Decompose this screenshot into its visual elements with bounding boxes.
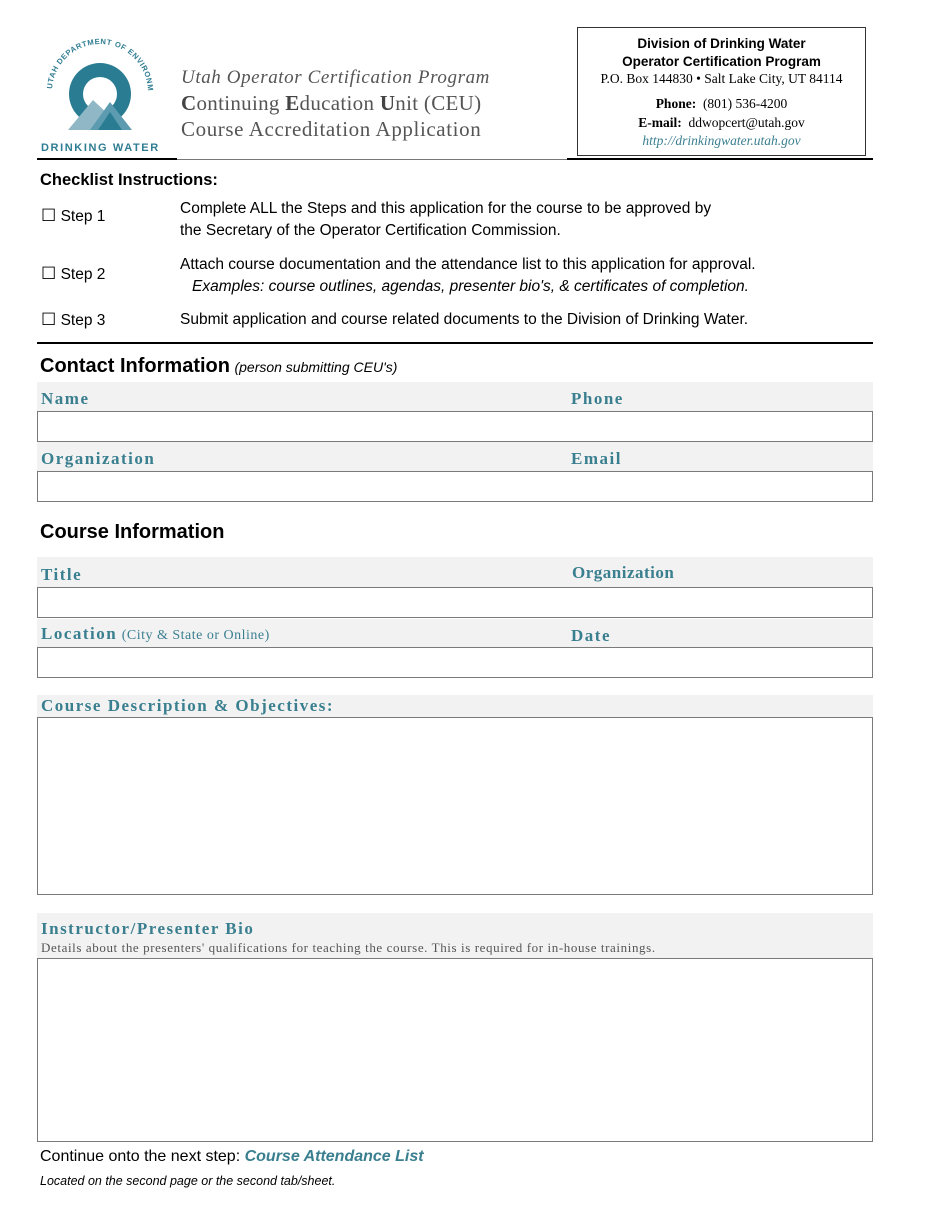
step-1-text — [180, 198, 711, 242]
contact-info-note: (person submitting CEU's) — [234, 359, 398, 375]
deq-logo-emblem — [38, 38, 162, 138]
title-organization-label-bar — [37, 557, 873, 587]
bio-label: Instructor/Presenter Bio — [41, 919, 255, 938]
description-textarea[interactable] — [37, 717, 873, 895]
date-label: Date — [571, 626, 611, 645]
program-name: Utah Operator Certification Program — [181, 67, 490, 88]
logo-ring-text: UTAH DEPARTMENT OF ENVIRONM — [45, 38, 156, 92]
step-3-text: Submit application and course related documents to the Division of Drinking Water. — [180, 311, 749, 328]
division-address: P.O. Box 144830 • Salt Lake City, UT 84114 — [600, 71, 843, 86]
checklist-heading: Checklist Instructions: — [40, 171, 218, 189]
division-website-link[interactable]: http://drinkingwater.utah.gov — [642, 133, 801, 148]
organization-email-input[interactable] — [37, 471, 873, 502]
location-label-text: Location — [41, 624, 118, 643]
checkbox-icon: ☐ — [41, 264, 57, 283]
email-value[interactable]: ddwopcert@utah.gov — [688, 115, 805, 130]
ceu-title-part: nit (CEU) — [395, 91, 482, 115]
contact-info-heading — [40, 355, 397, 378]
checkbox-icon: ☐ — [41, 310, 57, 329]
header-divider — [37, 158, 177, 160]
name-phone-label-bar — [37, 382, 873, 411]
email-label: E-mail: — [638, 115, 682, 130]
ceu-title-c: C — [181, 91, 197, 115]
division-program: Operator Certification Program — [622, 54, 821, 69]
division-name: Division of Drinking Water — [637, 36, 806, 51]
name-phone-input[interactable] — [37, 411, 873, 442]
step-2-checkbox[interactable] — [41, 264, 105, 284]
ceu-title-part: ducation — [299, 91, 380, 115]
logo-caption: DRINKING WATER — [41, 142, 160, 154]
division-phone — [578, 96, 865, 112]
title-label: Title — [41, 565, 83, 584]
division-email — [578, 115, 865, 131]
organization-email-label-bar — [37, 442, 873, 471]
description-label: Course Description & Objectives: — [41, 696, 335, 715]
title-organization-input[interactable] — [37, 587, 873, 618]
step-1-checkbox[interactable] — [41, 206, 105, 226]
phone-label: Phone — [571, 389, 624, 408]
step-label: Step 2 — [60, 266, 106, 283]
application-subtitle: Course Accreditation Application — [181, 117, 482, 141]
step-2-line: Attach course documentation and the attendance list to this application for approval. — [180, 256, 756, 273]
ceu-title-u: U — [379, 91, 396, 115]
course-info-heading: Course Information — [40, 521, 225, 543]
phone-value: (801) 536-4200 — [702, 96, 788, 111]
email-label: Email — [571, 449, 622, 468]
step-3-checkbox[interactable] — [41, 310, 105, 330]
section-divider — [37, 342, 873, 344]
step-2-example: Examples: course outlines, agendas, presenter bio's, & certificates of completion. — [192, 278, 749, 295]
header-divider — [567, 158, 873, 160]
ceu-title-e: E — [285, 91, 300, 115]
bio-textarea[interactable] — [37, 958, 873, 1142]
phone-label: Phone: — [655, 96, 697, 111]
header-divider — [177, 159, 567, 160]
step-2-text — [180, 254, 756, 298]
location-label — [41, 624, 270, 644]
step-1-line: the Secretary of the Operator Certification Commission. — [180, 222, 561, 239]
deq-logo — [38, 38, 162, 158]
attendance-list-link[interactable]: Course Attendance List — [244, 1148, 424, 1165]
name-label: Name — [41, 389, 90, 408]
continue-text: Continue onto the next step: — [40, 1148, 241, 1165]
checkbox-icon: ☐ — [41, 206, 57, 225]
division-contact-box — [577, 27, 866, 156]
course-organization-label: Organization — [572, 563, 675, 582]
step-1-line: Complete ALL the Steps and this application for the course to be approved by — [180, 200, 712, 217]
step-label: Step 1 — [60, 208, 106, 225]
ceu-title-part: ontinuing — [196, 91, 286, 115]
location-note: (City & State or Online) — [121, 628, 270, 643]
continue-next-step — [40, 1148, 424, 1166]
organization-label: Organization — [41, 449, 156, 468]
ceu-title — [181, 91, 481, 116]
bio-note: Details about the presenters' qualifications for teaching the course. This is required for in-house trainings. — [41, 940, 656, 955]
location-date-input[interactable] — [37, 647, 873, 678]
contact-info-title: Contact Information — [40, 355, 230, 377]
step-label: Step 3 — [60, 312, 106, 329]
second-sheet-note: Located on the second page or the second tab/sheet. — [40, 1174, 336, 1188]
